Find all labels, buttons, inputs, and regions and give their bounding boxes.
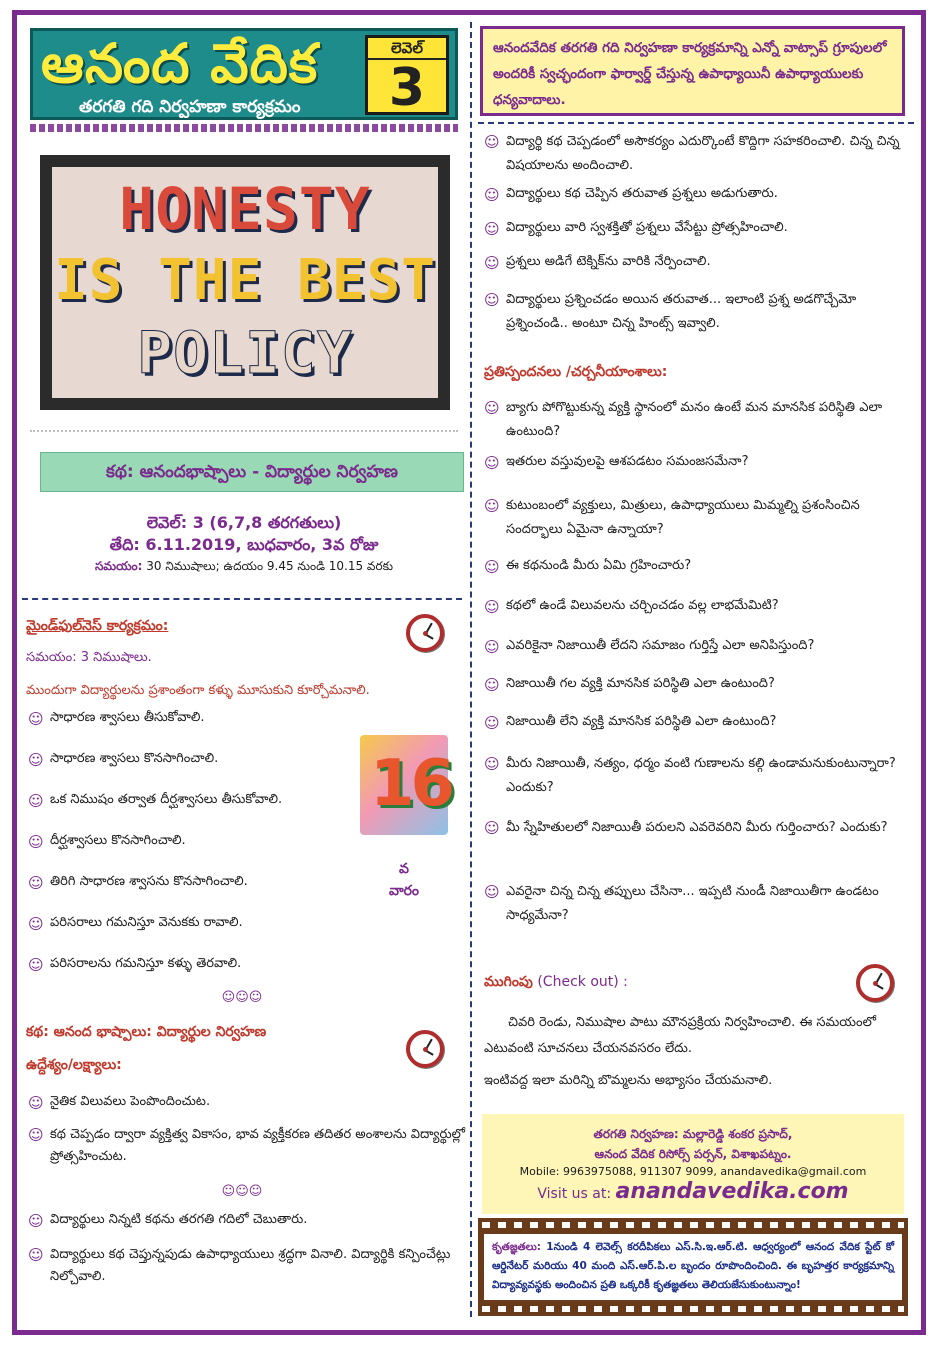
clock-icon <box>406 614 444 652</box>
smiley-icon: ☺ <box>28 833 44 851</box>
level-label: లెవెల్ <box>368 38 446 60</box>
smiley-icon: ☺ <box>28 1246 44 1264</box>
list-item: ☺ కథలో ఉండే విలువలను చర్చించడం వల్ల లాభమేమిటి? <box>484 598 779 616</box>
smiley-icon: ☺ <box>28 874 44 892</box>
header-title: ఆనంద వేదిక <box>41 32 319 95</box>
smiley-icon: ☺ <box>484 755 500 773</box>
level-number: 3 <box>388 58 426 118</box>
list-item: ☺ దీర్ఘశ్వాసలు కొనసాగించాలి. <box>28 833 186 851</box>
clock-icon <box>856 964 894 1002</box>
smiley-icon: ☺ <box>484 497 500 515</box>
smiley-icon: ☺ <box>484 883 500 901</box>
list-item: ☺ పరిసరాలు గమనిస్తూ వెనుకకు రావాలి. <box>28 915 243 933</box>
list-item: ☺ ఎవరికైనా నిజాయితీ లేదని సమాజం గుర్తిస్తే ఎలా అనిపిస్తుంది? <box>484 638 815 656</box>
list-item: ☺ మీరు నిజాయితీ, నత్యం, ధర్మం వంటి గుణాలను కల్గి ఉండామనుకుంటున్నారా? ఎందుకు? <box>484 752 904 816</box>
smiley-icon: ☺ <box>484 399 500 417</box>
clock-icon <box>406 1030 444 1068</box>
contact-role: ఆనంద వేదిక రిసోర్స్ పర్సన్, విశాఖపట్నం. <box>594 1147 792 1161</box>
smiley-icon: ☺ <box>484 291 500 309</box>
list-item: ☺ ఇతరుల వస్తువులపై ఆశపడటం సమంజసమేనా? <box>484 454 749 472</box>
list-item: ☺ తిరిగి సాధారణ శ్వాసను కొనసాగించాలి. <box>28 874 248 892</box>
story-title-box: కథ: ఆనందభాష్పాలు - విద్యార్థుల నిర్వహణ <box>40 452 464 492</box>
separator <box>30 430 458 432</box>
honesty-poster-image <box>40 155 450 410</box>
meta-date: తేది: 6.11.2019, బుధవారం, 3వ రోజు <box>109 535 379 554</box>
story-section-title: కథ: ఆనంద భాష్పాలు: విద్యార్థుల నిర్వహణ <box>26 1024 267 1040</box>
smiley-divider: ☺☺☺ <box>221 990 263 1005</box>
mindfulness-duration: సమయం: 3 నిముషాలు. <box>26 650 152 665</box>
visit-line: Visit us at: anandavedika.com <box>537 1179 849 1204</box>
list-item: ☺ విద్యార్థులు కథ చెప్పిన తరువాత ప్రశ్నలు అడుగుతారు. <box>484 186 778 204</box>
list-item: ☺ ఎవరైనా చిన్న చిన్న తప్పులు చేసినా... ఇప్పటి నుండీ నిజాయితీగా ఉండటం సాధ్యమేనా? <box>484 880 904 940</box>
credits-filmstrip <box>478 1218 908 1316</box>
checkout-text-2: ఇంటివద్ద ఇలా మరిన్ని బొమ్మలను అభ్యాసం చేయమనాలి. <box>484 1073 773 1088</box>
mindfulness-steps <box>28 710 358 997</box>
checkout-title: ముగింపు (Check out) : <box>484 974 628 990</box>
separator <box>22 598 462 600</box>
smiley-icon: ☺ <box>28 1212 44 1230</box>
contact-name: తరగతి నిర్వహణ: మల్లారెడ్డి శంకర ప్రసాద్, <box>593 1127 793 1141</box>
list-item: ☺ విద్యార్థులు కథ చెప్తున్నపుడు ఉపాధ్యాయులు శ్రద్ధగా వినాలి. విద్యార్థికి కన్పించేట్లు నిల్చోవాలి. <box>28 1246 451 1284</box>
smiley-icon: ☺ <box>484 220 500 238</box>
objectives-title: ఉద్దేశ్యం/లక్ష్యాలు: <box>26 1057 122 1073</box>
week-number: 16 <box>370 747 452 821</box>
list-item: ☺ విద్యార్థి కథ చెప్పడంలో అసౌకర్యం ఎదుర్కొంటే కొద్దిగా సహకరించాలి. చిన్న చిన్న విషయాలను అందించాలి. <box>484 130 904 186</box>
guidance-list <box>484 130 904 344</box>
list-item: ☺ నైతిక విలువలు పెంపొందించుట. <box>28 1094 211 1112</box>
list-item: ☺ మీ స్నేహితులలో నిజాయితీ పరులని ఎవరెవరిని మీరు గుర్తించారు? ఎందుకు? <box>484 816 904 880</box>
smiley-icon: ☺ <box>28 915 44 933</box>
credits-text: కృతజ్ఞతలు: 1నుండి 4 లెవెల్స్ కరదీపికలు ఎస్.సి.ఇ.ఆర్.టి. ఆధ్వర్యంలో ఆనంద వేదిక స్టేట్ కో ఆర్డినేటర్ మరియు 40 మంది ఎస్.ఆర్.పి.ల బృందం రూపొందించింది. ఈ బృహత్తర కార్యక్రమాన్ని విద్యావ్యవస్థకు అందించిన ప్రతి ఒక్కరికీ కృతజ్ఞతలు తెలియజేసుకుంటున్నాం! <box>484 1234 902 1300</box>
smiley-icon: ☺ <box>484 819 500 837</box>
week-label: వ వారం <box>388 861 420 899</box>
list-item: ☺ ఈ కథనుండి మీరు ఏమి గ్రహించారు? <box>484 558 692 576</box>
poster-line-3: POLICY <box>137 319 353 387</box>
list-item: ☺ విద్యార్థులు ప్రశ్నించడం అయిన తరువాత... ఇలాంటి ప్రశ్న అడగొచ్చేమో ప్రశ్నించండి.. అంటూ చిన్న హింట్స్ ఇవ్వాలి. <box>484 288 904 344</box>
mindfulness-title: మైండ్‌ఫుల్‌నెస్ కార్యక్రమం: <box>26 618 169 634</box>
banner-decoration <box>30 124 458 132</box>
smiley-icon: ☺ <box>484 558 500 576</box>
smiley-icon: ☺ <box>484 714 500 732</box>
list-item: ☺ కథ చెప్పడం ద్వారా వ్యక్తిత్వ వికాసం, భావ వ్యక్తీకరణ తదితర అంశాలను విద్యార్థుల్లో ప్రోత్సహించుట. <box>28 1126 466 1164</box>
smiley-icon: ☺ <box>484 133 500 151</box>
list-item: ☺ సాధారణ శ్వాసలు కొనసాగించాలి. <box>28 751 219 769</box>
smiley-icon: ☺ <box>28 751 44 769</box>
meta-time: సమయం: 30 నిముషాలు; ఉదయం 9.45 నుండి 10.15 వరకు <box>94 559 393 573</box>
list-item: ☺ ఒక నిముషం తర్వాత దీర్ఘశ్వాసలు తీసుకోవాలి. <box>28 792 283 810</box>
story-steps <box>28 1212 466 1296</box>
story-section <box>26 1024 396 1076</box>
list-item: ☺ ప్రశ్నలు అడిగే టెక్నిక్‌ను వారికి నేర్పించాలి. <box>484 254 711 272</box>
list-item: ☺ బ్యాగు పోగొట్టుకున్న వ్యక్తి స్థానంలో మనం ఉంటే మన మానసిక పరిస్థితి ఎలా ఉంటుంది? <box>484 396 904 454</box>
thanks-box: ఆనందవేదిక తరగతి గది నిర్వహణా కార్యక్రమాన్ని ఎన్నో వాట్సాప్ గ్రూపులలో అందరికీ స్వచ్ఛందంగా ఫార్వార్డ్ చేస్తున్న ఉపాధ్యాయినీ ఉపాధ్యాయులకు ధన్యవాదాలు. <box>480 26 905 116</box>
smiley-icon: ☺ <box>484 186 500 204</box>
smiley-icon: ☺ <box>28 1094 44 1112</box>
contact-mobile: Mobile: 9963975088, 911307 9099, anandavedika@gmail.com <box>519 1165 867 1178</box>
smiley-icon: ☺ <box>28 1126 44 1144</box>
session-meta <box>30 512 458 576</box>
mindfulness-section <box>26 618 366 667</box>
smiley-divider: ☺☺☺ <box>221 1184 263 1199</box>
objectives-list <box>28 1094 466 1176</box>
smiley-icon: ☺ <box>484 598 500 616</box>
smiley-icon: ☺ <box>28 792 44 810</box>
list-item: ☺ సాధారణ శ్వాసలు తీసుకోవాలి. <box>28 710 205 728</box>
smiley-icon: ☺ <box>484 454 500 472</box>
column-divider <box>470 22 472 1317</box>
list-item: ☺ నిజాయితీ లేని వ్యక్తి మానసిక పరిస్థితి ఎలా ఉంటుంది? <box>484 714 777 732</box>
discussion-list <box>484 396 904 940</box>
poster-line-2: IS THE BEST <box>54 248 436 313</box>
list-item: ☺ పరిసరాలను గమనిస్తూ కళ్ళు తెరవాలి. <box>28 956 242 974</box>
meta-level: లెవెల్: 3 (6,7,8 తరగతులు) <box>146 513 342 532</box>
list-item: ☺ కుటుంబంలో వ్యక్తులు, మిత్రులు, ఉపాధ్యాయులు మిమ్మల్ని ప్రశంసించిన సందర్భాలు ఏమైనా ఉన్నాయా? <box>484 494 904 558</box>
poster-line-1: HONESTY <box>119 175 371 243</box>
list-item: ☺ నిజాయితీ గల వ్యక్తి మానసిక పరిస్థితి ఎలా ఉంటుంది? <box>484 676 775 694</box>
separator <box>478 122 914 124</box>
mindfulness-intro: ముందుగా విద్యార్థులను ప్రశాంతంగా కళ్ళు మూసుకుని కూర్చోమనాలి. <box>26 683 370 698</box>
level-badge <box>365 35 449 118</box>
list-item: ☺ విద్యార్థులు నిన్నటి కథను తరగతి గదిలో చెబుతారు. <box>28 1212 308 1230</box>
smiley-icon: ☺ <box>484 676 500 694</box>
smiley-icon: ☺ <box>484 638 500 656</box>
smiley-icon: ☺ <box>28 710 44 728</box>
smiley-icon: ☺ <box>28 956 44 974</box>
contact-box <box>482 1114 904 1214</box>
checkout-text-1: చివరి రెండు, నిముషాల పాటు మౌనప్రక్రియ నిర్వహించాలి. ఈ సమయంలో ఎటువంటి సూచనలు చేయనవసరం లేదు. <box>484 1015 876 1056</box>
list-item: ☺ విద్యార్థులు వారి స్వశక్తితో ప్రశ్నలు వేసేట్టు ప్రోత్సహించాలి. <box>484 220 788 238</box>
smiley-icon: ☺ <box>484 254 500 272</box>
website-link[interactable]: anandavedika.com <box>615 1179 849 1204</box>
header-subtitle: తరగతి గది నిర్వహణా కార్యక్రమం <box>79 97 301 117</box>
discussion-title: ప్రతిస్పందనలు /చర్చనీయాంశాలు: <box>484 364 668 380</box>
week-number-badge <box>360 735 452 835</box>
header-banner <box>30 28 458 120</box>
